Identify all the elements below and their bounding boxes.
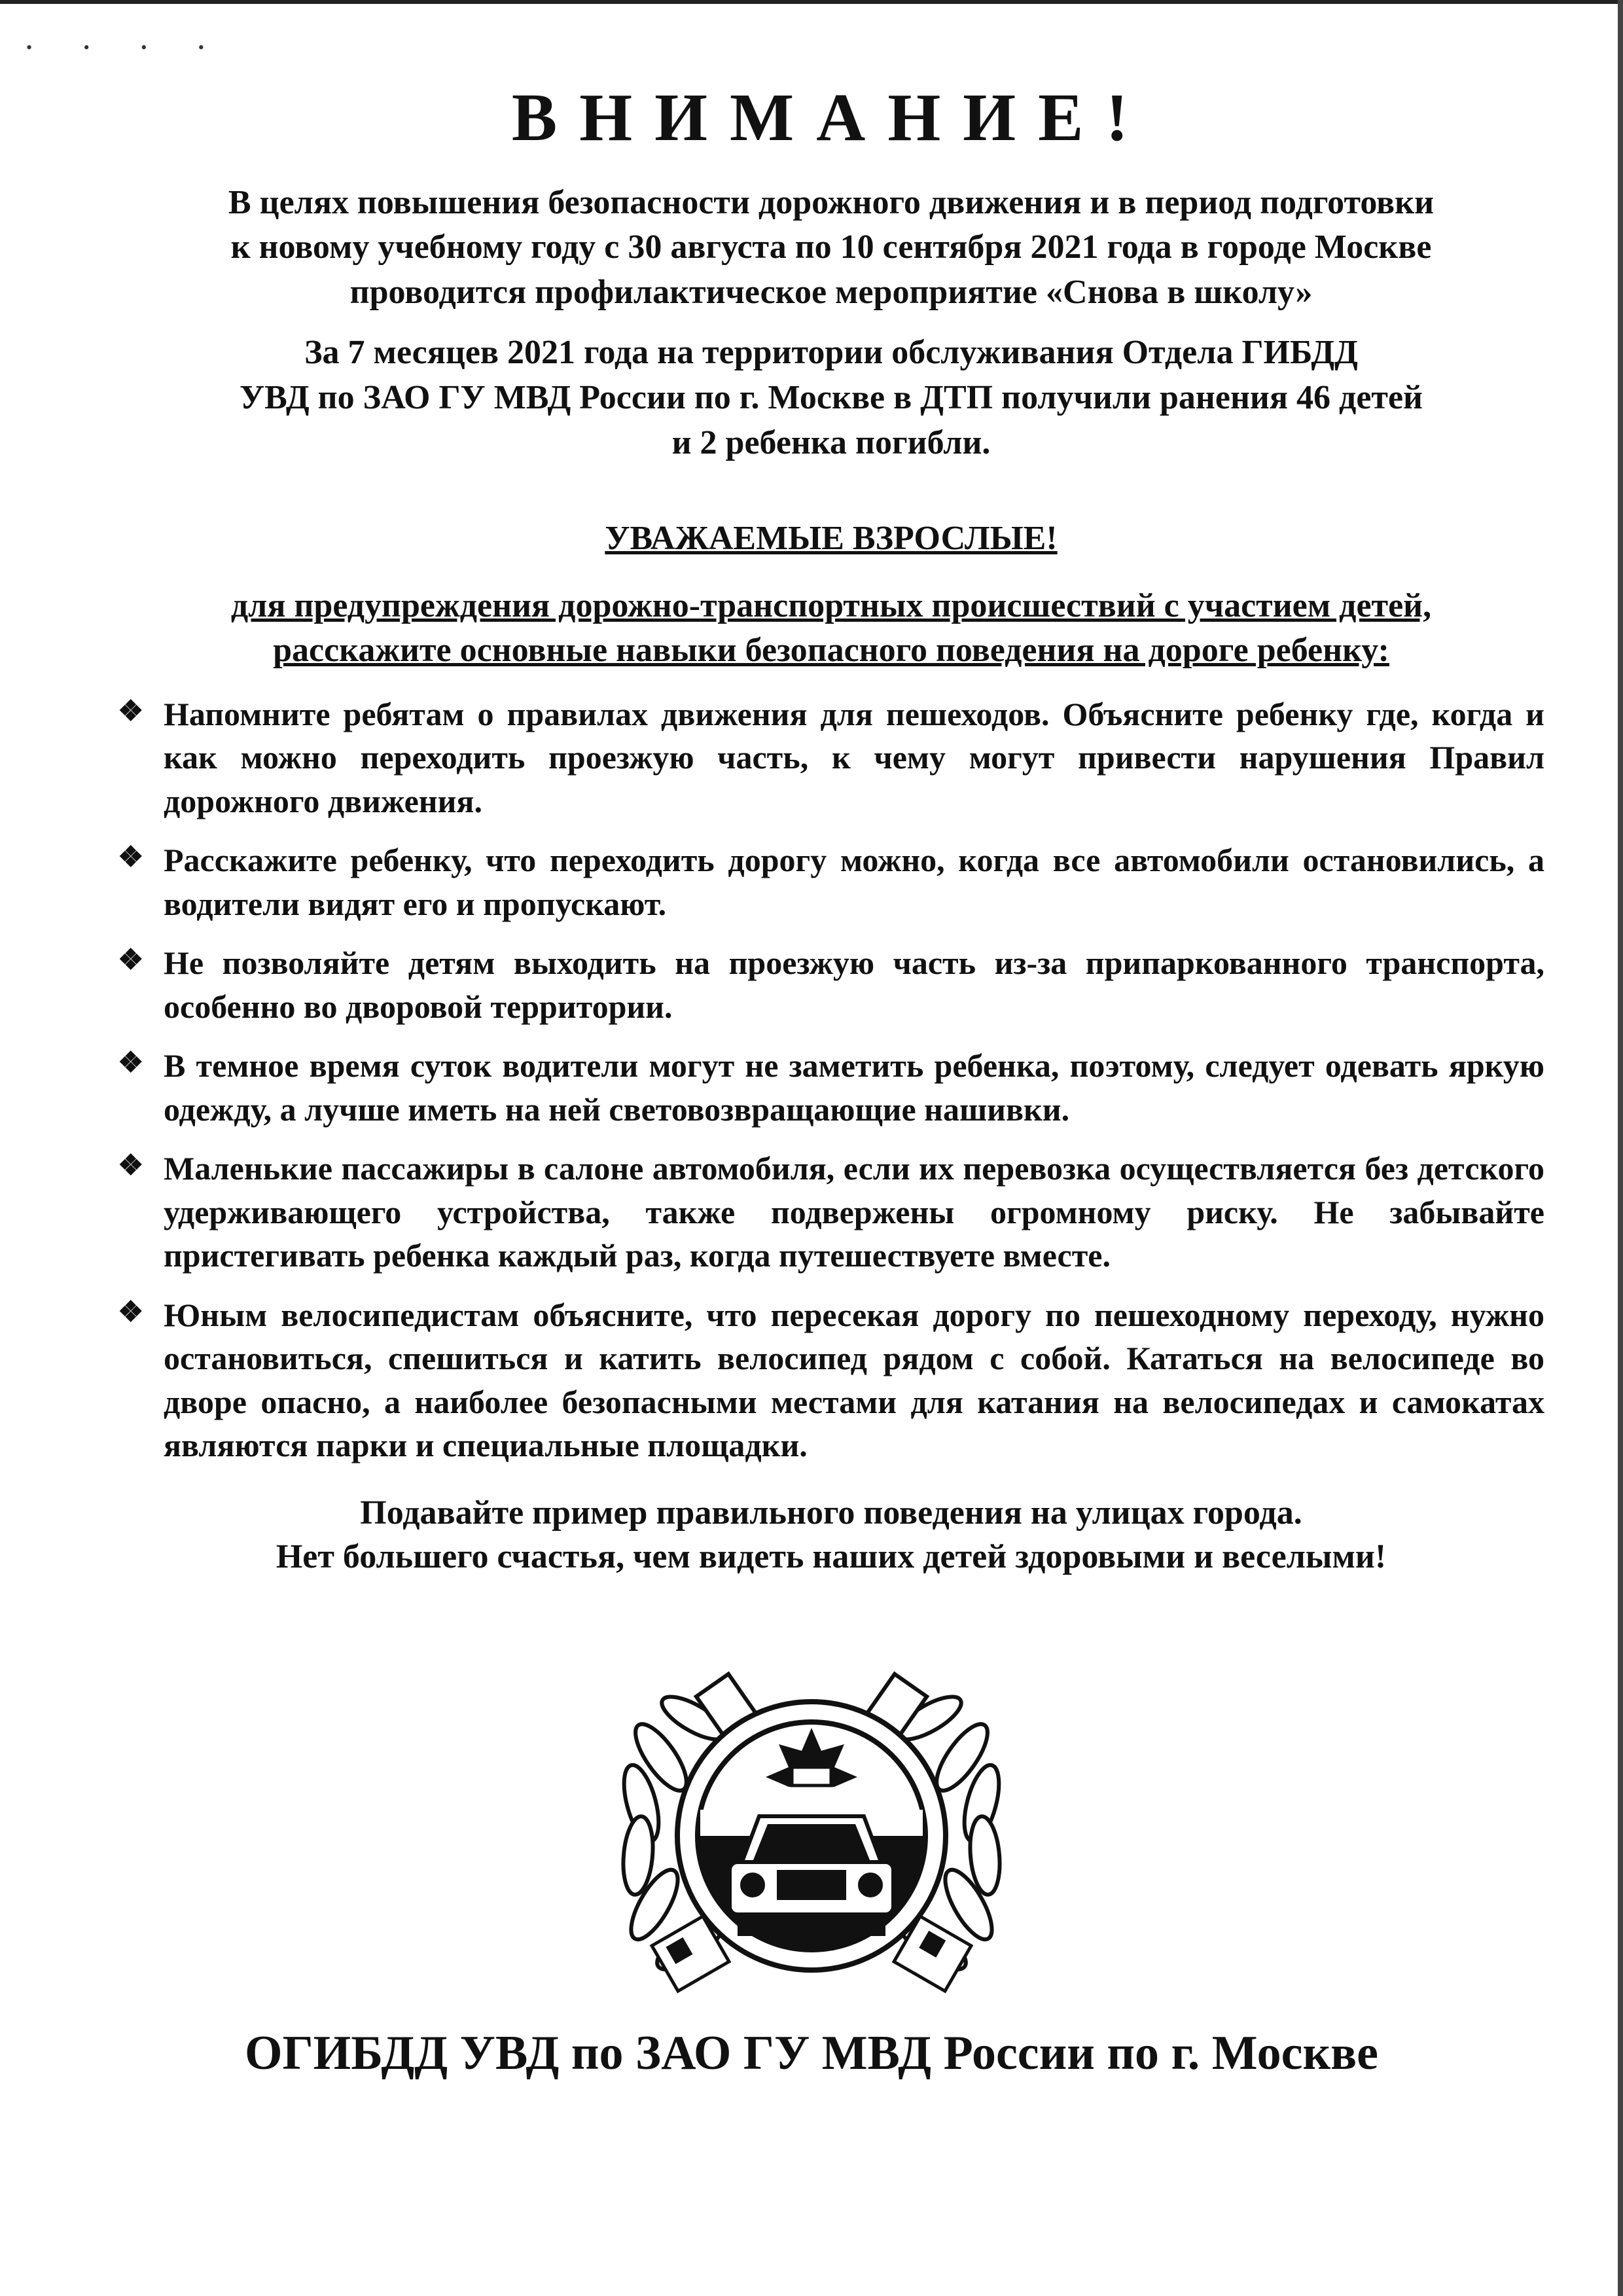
diamond-bullet-icon: ❖ xyxy=(118,1047,144,1079)
diamond-bullet-icon: ❖ xyxy=(118,841,144,874)
diamond-bullet-icon: ❖ xyxy=(118,694,144,727)
diamond-bullet-icon: ❖ xyxy=(118,1295,144,1328)
tip-text: В темное время суток водители могут не заметить ребенка, поэтому, следует одевать яркую одежду, а лучше иметь на ней световозвращающие нашивки. xyxy=(164,1047,1544,1128)
stats-line: и 2 ребенка погибли. xyxy=(671,423,991,461)
scan-artifact-dots: • • • • xyxy=(26,38,228,57)
adults-heading: УВАЖАЕМЫЕ ВЗРОСЛЫЕ! xyxy=(605,520,1058,558)
diamond-bullet-icon: ❖ xyxy=(118,944,144,977)
tip-text: Напомните ребятам о правилах движения для пешеходов. Объясните ребенку где, когда и как можно переходить проезжую часть, к чему могут привести нарушения Правил дорожного движения. xyxy=(164,695,1544,819)
tip-item xyxy=(118,1147,1544,1278)
adults-intro-line: расскажите основные навыки безопасного поведения на дороге ребенку: xyxy=(273,631,1389,669)
intro-line: проводится профилактическое мероприятие «Снова в школу» xyxy=(349,273,1313,311)
intro-paragraph xyxy=(118,181,1544,315)
tip-text: Юным велосипедистам объясните, что пересекая дорогу по пешеходному переходу, нужно остановиться, спешиться и катить велосипед рядом с собой. Кататься на велосипеде во дворе опасно, а наиболее безопасными местами для катания на велосипедах и самокатах являются парки и специальные площадки. xyxy=(164,1296,1544,1464)
issuer-footer: ОГИБДД УВД по ЗАО ГУ МВД России по г. Москве xyxy=(245,2026,1378,2080)
tip-item xyxy=(118,941,1544,1028)
closing-line: Нет большего счастья, чем видеть наших детей здоровыми и веселыми! xyxy=(276,1538,1387,1576)
notice-title: ВНИМАНИЕ! xyxy=(511,80,1151,155)
stats-line: УВД по ЗАО ГУ МВД России по г. Москве в ДТП получили ранения 46 детей xyxy=(240,379,1423,417)
scan-border-right xyxy=(1618,0,1623,2296)
tip-item xyxy=(118,1044,1544,1131)
statistics-paragraph xyxy=(118,331,1544,465)
tip-item xyxy=(118,1293,1544,1467)
closing-text xyxy=(118,1491,1544,1579)
tip-text: Не позволяйте детям выходить на проезжую часть из-за припаркованного транспорта, особенно во дворовой территории. xyxy=(164,944,1544,1025)
scan-border-top xyxy=(0,0,1623,4)
closing-line: Подавайте пример правильного поведения на улицах города. xyxy=(360,1494,1302,1532)
stats-line: За 7 месяцев 2021 года на территории обслуживания Отдела ГИБДД xyxy=(304,334,1358,372)
adults-intro xyxy=(118,584,1544,672)
adults-intro-line: для предупреждения дорожно-транспортных происшествий с участием детей, xyxy=(230,587,1432,625)
notice-page xyxy=(118,79,1544,1579)
intro-line: В целях повышения безопасности дорожного движения и в период подготовки xyxy=(228,183,1435,221)
tip-text: Расскажите ребенку, что переходить дорогу можно, когда все автомобили остановились, а водители видят его и пропускают. xyxy=(164,842,1544,922)
tip-text: Маленькие пассажиры в салоне автомобиля, если их перевозка осуществляется без детского удерживающего устройства, также подвержены огромному риску. Не забывайте пристегивать ребенка каждый раз, когда путешествуете вместе. xyxy=(164,1150,1544,1274)
emblem-graphic xyxy=(582,1640,1041,2006)
diamond-bullet-icon: ❖ xyxy=(118,1149,144,1182)
traffic-police-emblem-icon xyxy=(582,1640,1041,2006)
safety-tips-list xyxy=(118,692,1544,1467)
tip-item xyxy=(118,692,1544,823)
tip-item xyxy=(118,838,1544,925)
intro-line: к новому учебному году с 30 августа по 10 сентября 2021 года в городе Москве xyxy=(230,228,1432,266)
